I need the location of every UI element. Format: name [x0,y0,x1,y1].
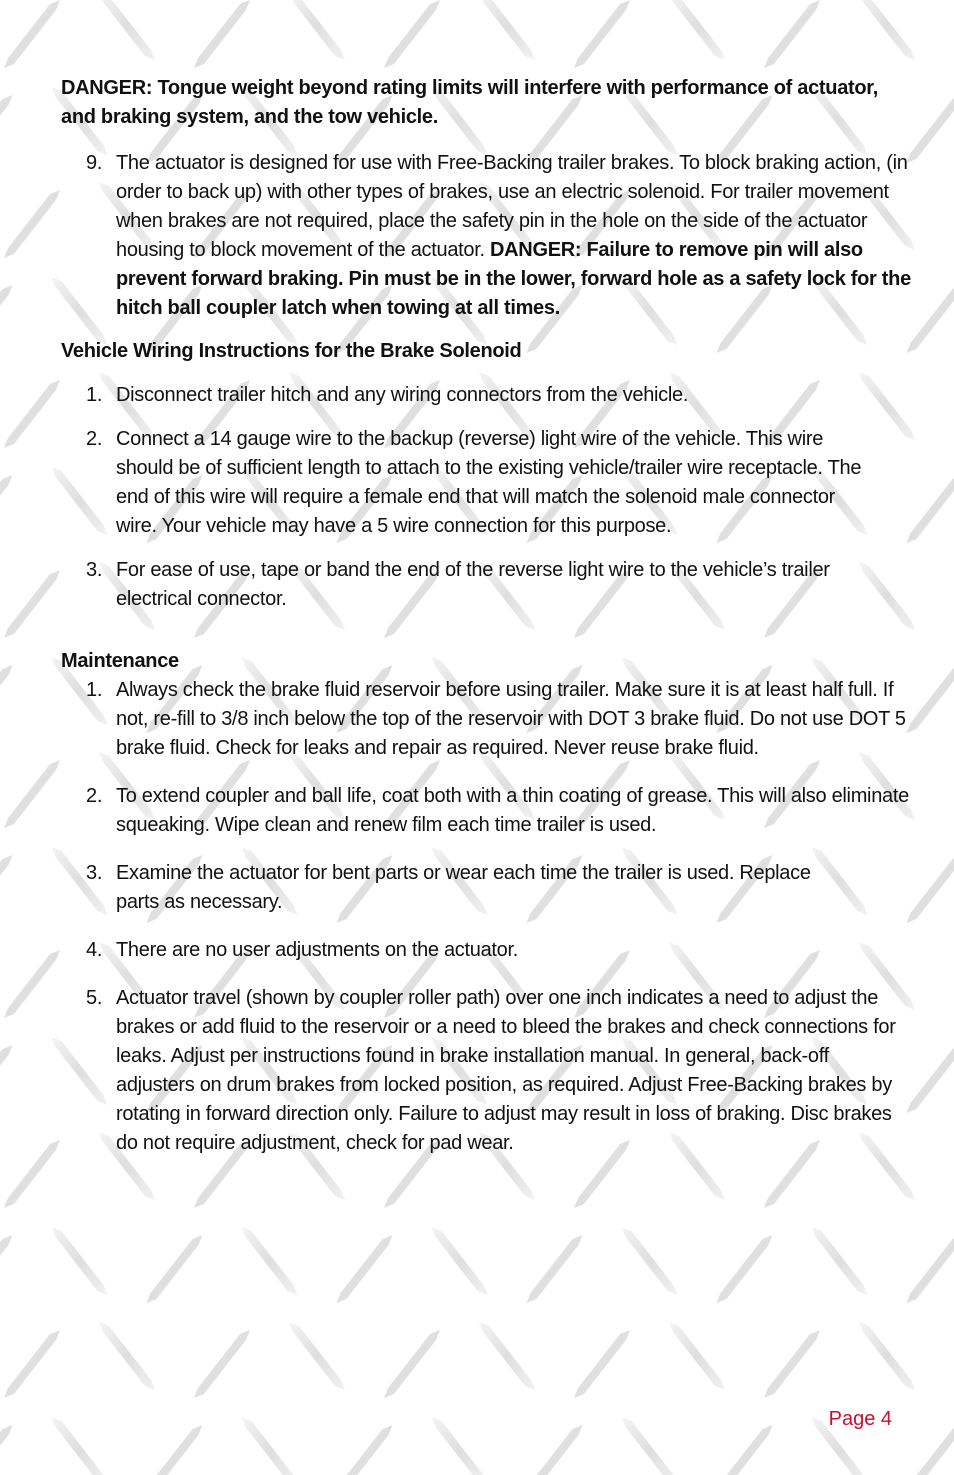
list-item-text: To extend coupler and ball life, coat both with a thin coating of grease. This will also eliminate squeaking. Wipe clean and renew film each time trailer is used. [116,785,909,836]
list-item-text: There are no user adjustments on the actuator. [116,939,519,961]
wiring-instructions-list [61,381,911,614]
list-item [61,782,911,840]
list-number: 3. [86,862,103,884]
continued-list [61,149,911,323]
list-number: 2. [86,428,103,450]
list-number: 5. [86,987,103,1009]
list-item [61,984,911,1158]
list-item [61,556,911,614]
list-item-text: Actuator travel (shown by coupler roller path) over one inch indicates a need to adjust the brakes or add fluid to the reservoir or a need to bleed the brakes and check connections for leaks. Adjust per instructions found in brake installation manual. In general, back-off adjusters on drum brakes from locked position, as required. Adjust Free-Backing brakes by rotating in forward direction only. Failure to adjust may result in loss of braking. Disc brakes do not require adjustment, check for pad wear. [116,987,896,1154]
list-item-9 [61,149,911,323]
list-item [61,859,911,917]
list-number: 4. [86,939,103,961]
list-item-text: The actuator is designed for use with Free-Backing trailer brakes. To block braking action, (in order to back up) with other types of brakes, use an electric solenoid. For trailer movement when brakes are not required, place the safety pin in the hole on the side of the actuator housing to block movement of the actuator. [116,152,908,261]
page-content [61,74,911,1158]
list-item-text: Always check the brake fluid reservoir before using trailer. Make sure it is at least half full. If not, re-fill to 3/8 inch below the top of the reservoir with DOT 3 brake fluid. Do not use DOT 5 brake fluid. Check for leaks and repair as required. Never reuse brake fluid. [116,679,906,759]
list-item [61,381,911,410]
list-item-text: Connect a 14 gauge wire to the backup (reverse) light wire of the vehicle. This wire should be of sufficient length to attach to the existing vehicle/trailer wire receptacle. The end of this wire will require a female end that will match the solenoid male connector wire. Your vehicle may have a 5 wire connection for this purpose. [116,428,862,537]
list-item [61,425,911,541]
list-item [61,936,911,965]
page-number: Page 4 [828,1408,892,1430]
danger-warning-safety-pin: DANGER: Failure to remove pin will also prevent forward braking. Pin must be in the lower, forward hole as a safety lock for the hitch ball coupler latch when towing at all times. [116,239,911,319]
list-item-text: Examine the actuator for bent parts or wear each time the trailer is used. Replace parts as necessary. [116,862,811,913]
list-number: 9. [86,152,103,174]
maintenance-list [61,676,911,1158]
list-number: 1. [86,679,103,701]
list-number: 3. [86,559,103,581]
section-heading-wiring: Vehicle Wiring Instructions for the Brake Solenoid [61,340,522,362]
list-item-text: For ease of use, tape or band the end of the reverse light wire to the vehicle’s trailer electrical connector. [116,559,830,610]
danger-warning-tongue-weight: DANGER: Tongue weight beyond rating limits will interfere with performance of actuator, and braking system, and the tow vehicle. [61,77,878,128]
list-item-text: Disconnect trailer hitch and any wiring connectors from the vehicle. [116,384,689,406]
list-item [61,676,911,763]
list-number: 2. [86,785,103,807]
list-number: 1. [86,384,103,406]
section-heading-maintenance: Maintenance [61,650,179,672]
